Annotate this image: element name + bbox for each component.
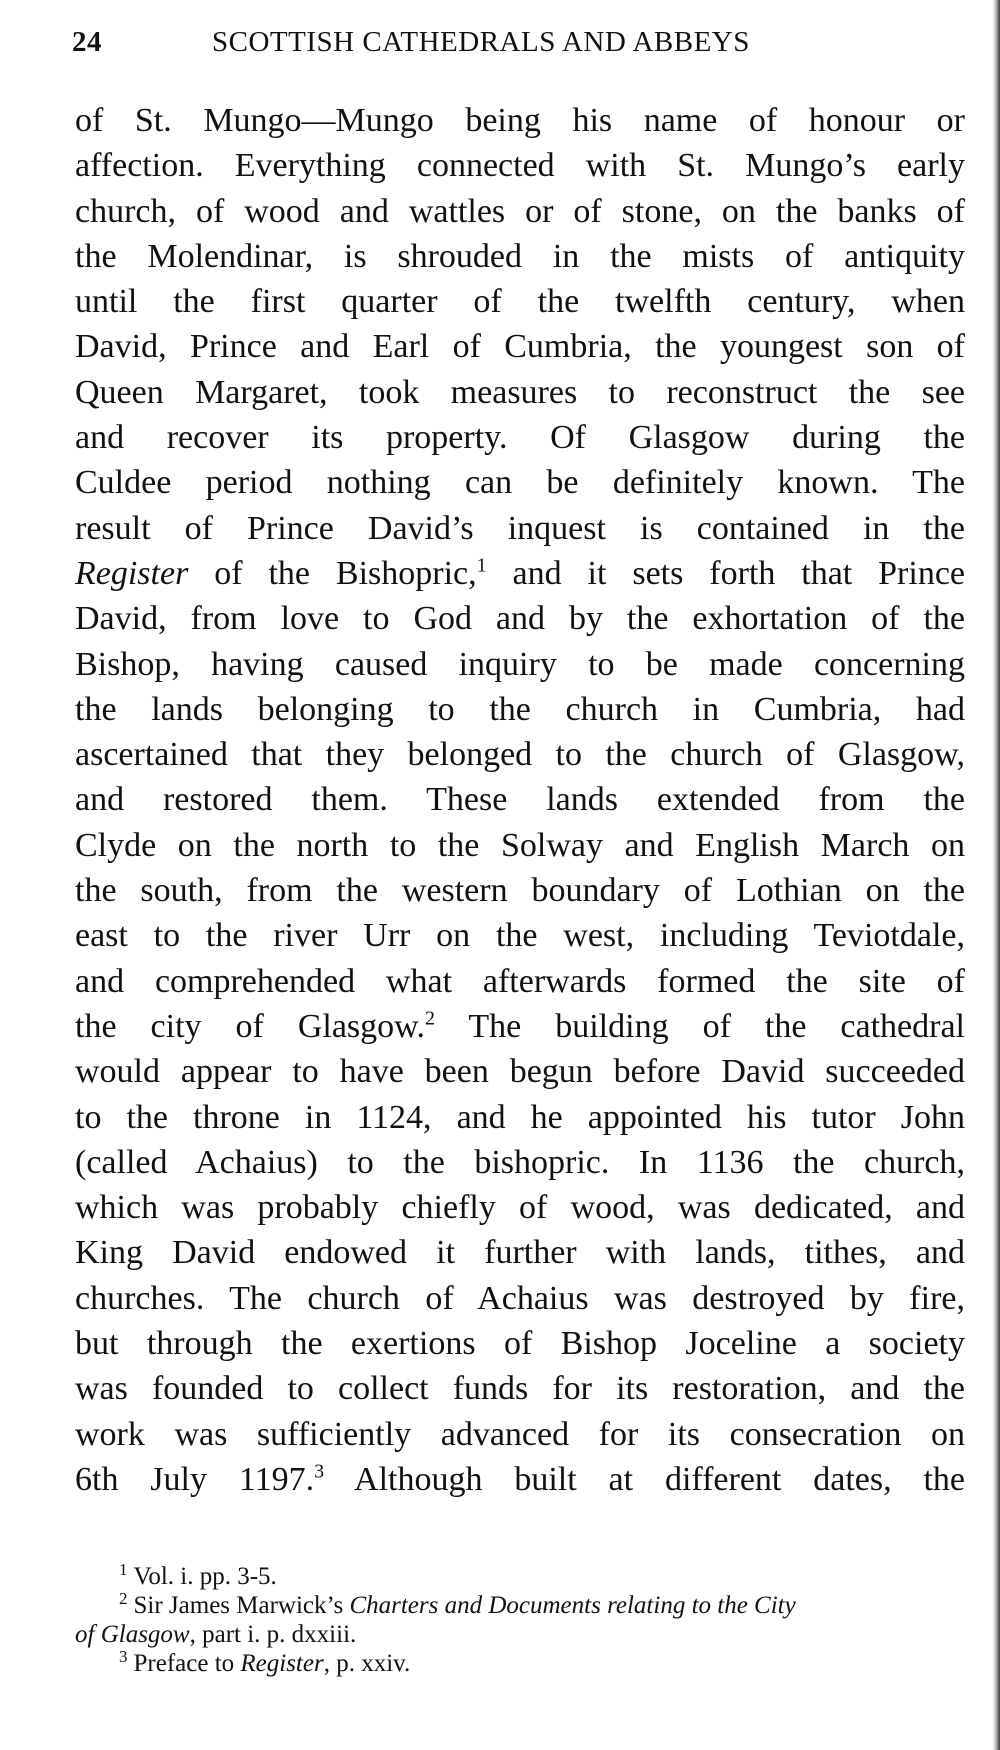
text-line [75,1457,965,1502]
running-header [72,22,952,62]
text-line: and comprehended what afterwards formed the site of [75,962,965,1000]
footnote-italic-title: Register [240,1650,324,1677]
text-line: Bishop, having caused inquiry to be made concerning [75,645,965,683]
text-segment: The building of the cathedral [435,1007,965,1045]
footnote-italic-title: Charters and Documents relating to the City [349,1592,796,1619]
text-line: churches. The church of Achaius was destroyed by fire, [75,1279,965,1317]
footnote-text: , p. xxiv. [323,1650,411,1677]
footnote-ref-1: 1 [476,554,487,577]
page-edge-shadow [992,0,1000,1750]
text-line: but through the exertions of Bishop Joceline a society [75,1325,965,1363]
footnote-ref-2: 2 [425,1007,435,1030]
text-line [75,551,965,596]
text-line: which was probably chiefly of wood, was dedicated, and [75,1189,965,1227]
footnote-2 [75,1588,965,1620]
text-line: would appear to have been begun before David succeeded [75,1053,965,1091]
footnote-3 [75,1646,965,1678]
footnote-text: , part i. p. dxxiii. [189,1621,357,1648]
text-segment: of the Bishopric, [188,554,477,592]
footnote-2-continuation [75,1620,965,1649]
text-line: King David endowed it further with lands, tithes, and [75,1234,965,1272]
text-line: of St. Mungo—Mungo being his name of honour or [75,102,965,139]
italic-title-register: Register [75,554,189,592]
footnote-text: Preface to [133,1650,241,1677]
footnotes [75,1559,965,1678]
text-segment: and it sets forth that Prince [486,554,966,592]
text-segment: Although built at different dates, the [324,1460,965,1498]
running-title: SCOTTISH CATHEDRALS AND ABBEYS [212,26,750,58]
text-line: result of Prince David’s inquest is contained in the [75,509,965,547]
text-line: church, of wood and wattles or of stone, on the banks of [75,192,965,230]
text-line: the lands belonging to the church in Cumbria, had [75,690,965,728]
text-line: was founded to collect funds for its restoration, and the [75,1370,965,1408]
text-segment: 6th July 1197. [75,1460,315,1498]
footnote-mark: 3 [119,1646,128,1666]
page-number: 24 [72,26,102,58]
footnote-1 [75,1559,965,1591]
text-line: until the first quarter of the twelfth century, when [75,283,965,321]
footnote-italic-title: of Glasgow [75,1621,190,1648]
text-line: (called Achaius) to the bishopric. In 1136 the church, [75,1143,965,1181]
footnote-ref-3: 3 [314,1460,325,1483]
text-line: Queen Margaret, took measures to reconstruct the see [75,373,965,411]
text-line: and recover its property. Of Glasgow during the [75,419,965,457]
text-line: and restored them. These lands extended from the [75,781,965,819]
body-paragraph [75,98,965,1502]
text-line: to the throne in 1124, and he appointed his tutor John [75,1098,965,1136]
text-line: east to the river Urr on the west, including Teviotdale, [75,917,965,955]
text-line [75,1004,965,1049]
text-line: David, from love to God and by the exhortation of the [75,600,965,638]
text-line: Culdee period nothing can be definitely known. The [75,464,965,502]
text-line: the Molendinar, is shrouded in the mists of antiquity [75,237,965,275]
text-line: work was sufficiently advanced for its consecration on [75,1415,965,1453]
footnote-text: Vol. i. pp. 3-5. [133,1563,277,1590]
text-line: affection. Everything connected with St. Mungo’s early [75,147,965,185]
text-line: David, Prince and Earl of Cumbria, the youngest son of [75,328,965,366]
footnote-text: Sir James Marwick’s [133,1592,350,1619]
text-segment: the city of Glasgow. [75,1007,425,1045]
text-line: Clyde on the north to the Solway and English March on [75,826,965,864]
footnote-mark: 2 [119,1588,128,1608]
text-line: ascertained that they belonged to the church of Glasgow, [75,736,965,774]
text-line: the south, from the western boundary of Lothian on the [75,872,965,910]
footnote-mark: 1 [119,1559,128,1579]
